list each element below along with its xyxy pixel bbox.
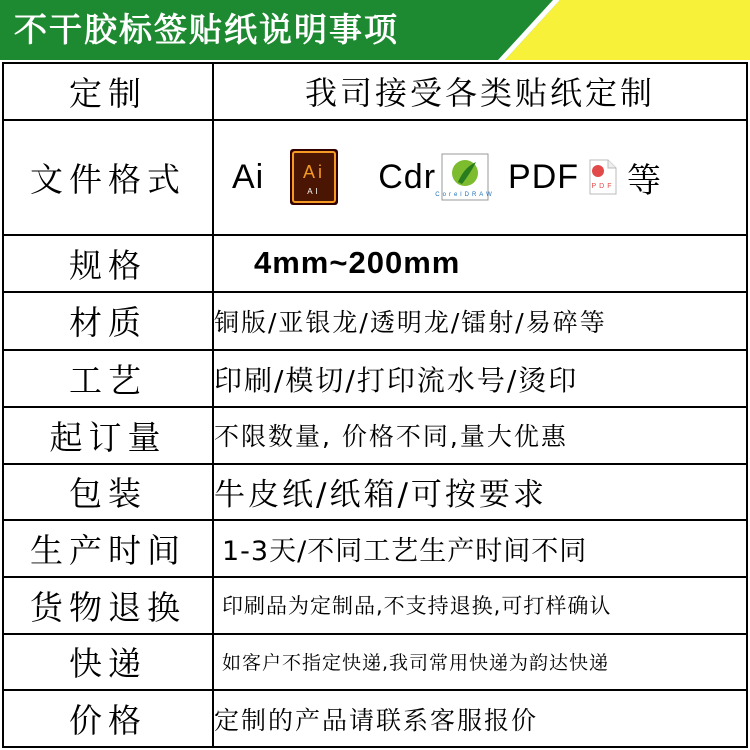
row-value: 定制的产品请联系客服报价: [213, 690, 747, 747]
ai-icon-sublabel: AI: [307, 187, 322, 197]
row-label: 工艺: [3, 350, 213, 407]
table-row: [3, 690, 747, 747]
row-label: 生产时间: [3, 520, 213, 577]
row-label: 价格: [3, 690, 213, 747]
row-value: 印刷/模切/打印流水号/烫印: [213, 350, 747, 407]
table-row: [3, 120, 747, 235]
title-banner: [0, 0, 750, 60]
format-etc-text: 等: [627, 160, 665, 201]
row-label: 货物退换: [3, 577, 213, 634]
table-row: [3, 407, 747, 464]
row-value: 4mm~200mm: [213, 235, 747, 292]
row-label: 文件格式: [3, 120, 213, 235]
illustrator-icon: [290, 149, 338, 205]
table-row: [3, 577, 747, 634]
file-formats: [213, 120, 747, 235]
cdr-icon-label: CorelDRAW: [435, 192, 495, 199]
ai-icon-label: Ai: [303, 162, 326, 183]
banner-title: 不干胶标签贴纸说明事项: [14, 10, 399, 49]
row-label: 快递: [3, 634, 213, 691]
row-label: 定制: [3, 63, 213, 120]
table-row: [3, 63, 747, 120]
table-row: [3, 634, 747, 691]
row-label: 包装: [3, 464, 213, 521]
table-row: [3, 292, 747, 351]
row-label: 材质: [3, 292, 213, 351]
row-value: 如客户不指定快递,我司常用快递为韵达快递: [213, 634, 747, 691]
row-value: 牛皮纸/纸箱/可按要求: [213, 464, 747, 521]
format-pdf-text: PDF: [508, 157, 580, 196]
format-cdr-text: Cdr: [378, 157, 437, 196]
row-value: 1-3天/不同工艺生产时间不同: [213, 520, 747, 577]
pdf-icon: [589, 159, 617, 195]
row-label: 起订量: [3, 407, 213, 464]
row-value: 我司接受各类贴纸定制: [213, 63, 747, 120]
table-row: [3, 235, 747, 292]
pdf-icon-label: PDF: [591, 183, 615, 191]
table-row: [3, 464, 747, 521]
coreldraw-icon: [435, 154, 495, 200]
row-label: 规格: [3, 235, 213, 292]
table-row: [3, 350, 747, 407]
row-value: 铜版/亚银龙/透明龙/镭射/易碎等: [213, 292, 747, 351]
table-row: [3, 520, 747, 577]
spec-table: [2, 62, 748, 748]
format-ai-text: Ai: [232, 157, 265, 196]
row-value: 印刷品为定制品,不支持退换,可打样确认: [213, 577, 747, 634]
row-value: 不限数量, 价格不同,量大优惠: [213, 407, 747, 464]
